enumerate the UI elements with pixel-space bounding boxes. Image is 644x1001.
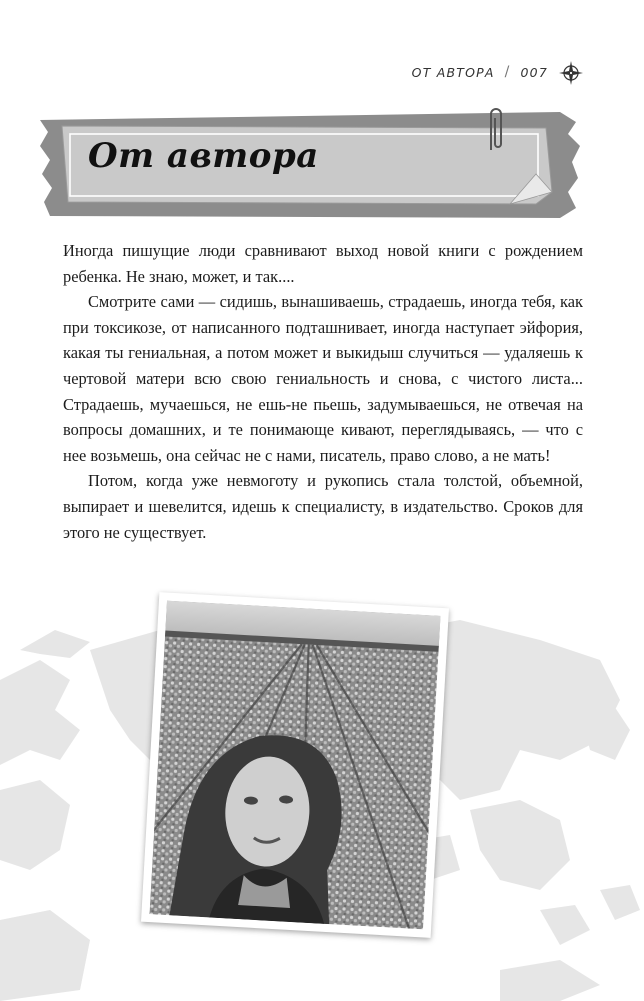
paragraph: Иногда пишущие люди сравнивают выход новой книги с рождением ребенка. Не знаю, может, и так.... (63, 241, 583, 286)
author-photo (141, 592, 449, 938)
separator-slash: / (504, 64, 511, 80)
running-title: ОТ АВТОРА (411, 64, 495, 80)
paragraph: Смотрите сами — сидишь, вынашиваешь, страдаешь, иногда тебя, как при токсикозе, от написанного подташнивает, иногда наступает эйфория, какая ты гениальная, а потом может и выкидыш случиться — удаляешь к чертовой матери всю свою гениальность и снова, с чистого листа... Страдаешь, мучаешься, не ешь-не пьешь, задумываешься, не отвечая на вопросы домашних, и те понимающе кивают, переглядываясь, — что с нее возьмешь, она сейчас не с нами, писатель, право слово, а не мать! (63, 292, 583, 465)
page-number: 007 (520, 64, 548, 80)
paragraph: Потом, когда уже невмоготу и рукопись стала толстой, объемной, выпирает и шевелится, идешь к специалисту, в издательство. Сроков для этого не существует. (63, 471, 583, 542)
paperclip-icon (485, 104, 505, 156)
body-text (63, 238, 583, 545)
compass-rose-icon (558, 60, 584, 86)
chapter-title: От автора (88, 136, 319, 176)
running-head (412, 64, 548, 80)
